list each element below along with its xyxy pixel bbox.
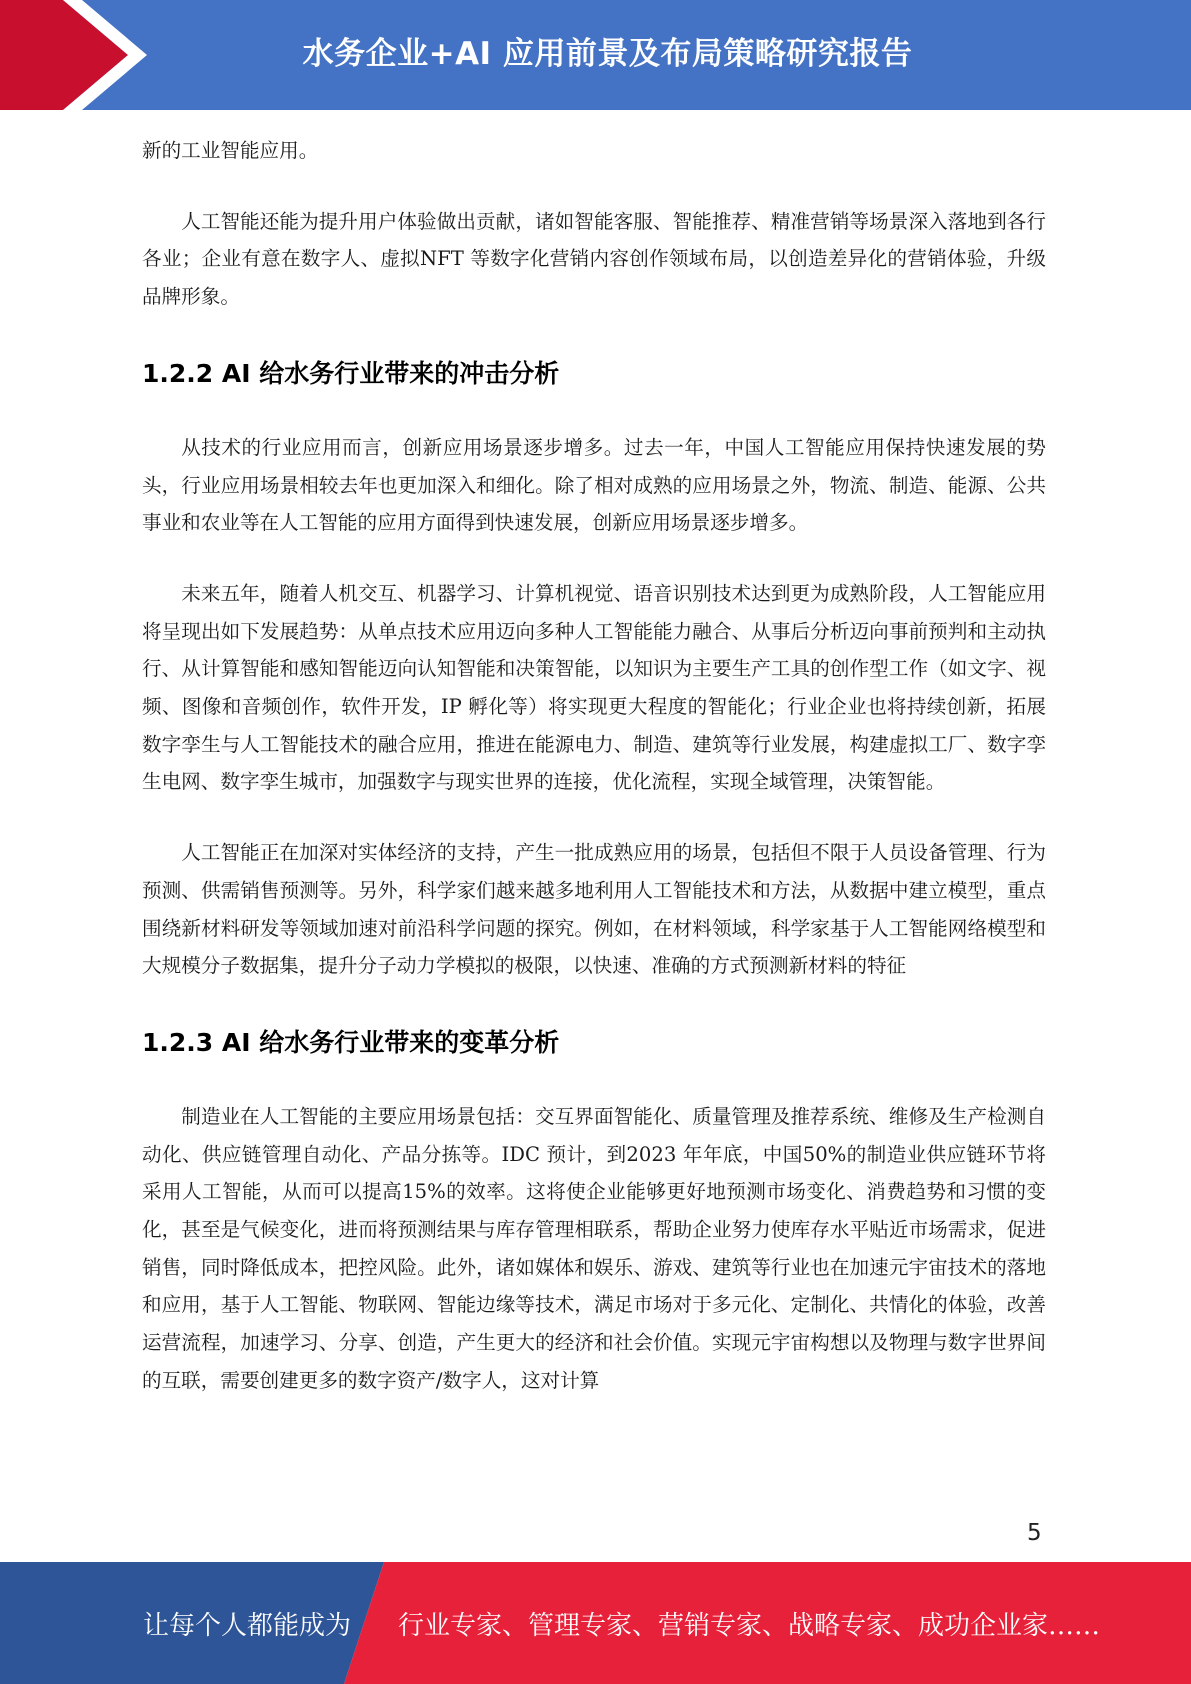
page-content [142,132,1046,1433]
footer-slogan-right: 行业专家、管理专家、营销专家、战略专家、成功企业家…… [398,1610,1101,1641]
paragraph: 从技术的行业应用而言，创新应用场景逐步增多。过去一年，中国人工智能应用保持快速发展的势头，行业应用场景相较去年也更加深入和细化。除了相对成熟的应用场景之外，物流、制造、能源、公共事业和农业等在人工智能的应用方面得到快速发展，创新应用场景逐步增多。 [142,435,1046,535]
page-number: 5 [1027,1520,1042,1546]
section-heading: 1.2.2 AI 给水务行业带来的冲击分析 [142,358,560,388]
paragraph: 人工智能正在加深对实体经济的支持，产生一批成熟应用的场景，包括但不限于人员设备管理、行为预测、供需销售预测等。另外，科学家们越来越多地利用人工智能技术和方法，从数据中建立模型，重点围绕新材料研发等领域加速对前沿科学问题的探究。例如，在材料领域，科学家基于人工智能网络模型和大规模分子数据集，提升分子动力学模拟的极限，以快速、准确的方式预测新材料的特征 [142,841,1046,978]
paragraph: 新的工业智能应用。 [142,139,319,162]
paragraph: 制造业在人工智能的主要应用场景包括：交互界面智能化、质量管理及推荐系统、维修及生产检测自动化、供应链管理自动化、产品分拣等。IDC 预计，到2023 年年底，中国50%的制造业供应链环节将采用人工智能，从而可以提高15%的效率。这将使企业能够更好地预测市场变化、消费趋势和习惯的变化，甚至是气候变化，进而将预测结果与库存管理相联系，帮助企业努力使库存水平贴近市场需求，促进销售，同时降低成本，把控风险。此外，诸如媒体和娱乐、游戏、建筑等行业也在加速元宇宙技术的落地和应用，基于人工智能、物联网、智能边缘等技术，满足市场对于多元化、定制化、共情化的体验，改善运营流程，加速学习、分享、创造，产生更大的经济和社会价值。实现元宇宙构想以及物理与数字世界间的互联，需要创建更多的数字资产/数字人，这对计算 [142,1104,1046,1392]
paragraph: 人工智能还能为提升用户体验做出贡献，诸如智能客服、智能推荐、精准营销等场景深入落地到各行各业；企业有意在数字人、虚拟NFT 等数字化营销内容创作领域布局，以创造差异化的营销体验，升级品牌形象。 [142,209,1046,309]
paragraph: 未来五年，随着人机交互、机器学习、计算机视觉、语音识别技术达到更为成熟阶段，人工智能应用将呈现出如下发展趋势：从单点技术应用迈向多种人工智能能力融合、从事后分析迈向事前预判和主动执行、从计算智能和感知智能迈向认知智能和决策智能，以知识为主要生产工具的创作型工作（如文字、视频、图像和音频创作，软件开发，IP 孵化等）将实现更大程度的智能化；行业企业也将持续创新，拓展数字孪生与人工智能技术的融合应用，推进在能源电力、制造、建筑等行业发展，构建虚拟工厂、数字孪生电网、数字孪生城市，加强数字与现实世界的连接，优化流程，实现全域管理，决策智能。 [142,581,1046,794]
section-heading: 1.2.3 AI 给水务行业带来的变革分析 [142,1027,560,1057]
report-title: 水务企业+AI 应用前景及布局策略研究报告 [302,35,913,72]
footer-slogan-left: 让每个人都能成为 [143,1610,352,1641]
